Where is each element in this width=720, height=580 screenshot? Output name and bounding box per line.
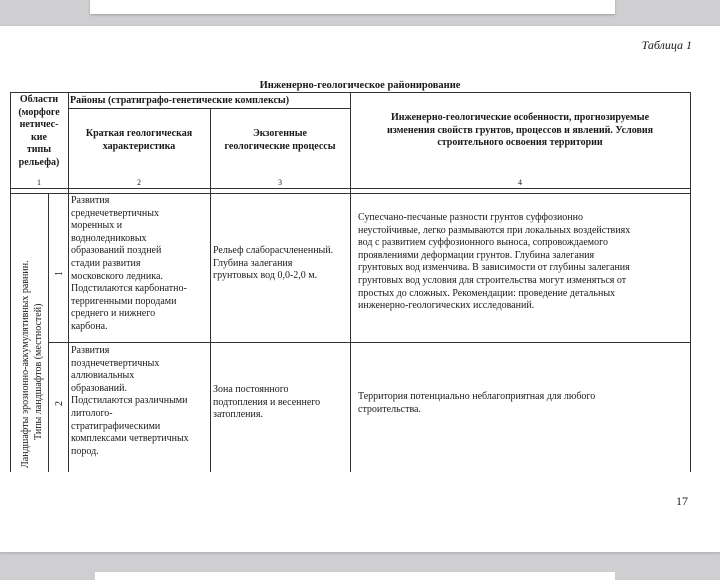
header-col3-line: геологические процессы	[224, 140, 336, 152]
text-line: вод с развитием суффозионного выноса, сопровождаемого	[358, 237, 608, 249]
header-col3	[212, 128, 348, 153]
header-col1-line: рельефа)	[18, 156, 60, 168]
text-line: затопления.	[213, 409, 263, 421]
header-col1-line: кие	[31, 131, 47, 143]
next-page-edge	[95, 572, 615, 580]
text-line: подтопления и весеннего	[213, 396, 321, 408]
text-line: образований.	[71, 382, 128, 394]
text-line: стратиграфическими	[71, 420, 161, 432]
row2-exogenous-processes	[213, 384, 350, 422]
text-line: Территория потенциально неблагоприятная для любого	[358, 391, 596, 402]
row-index-2: 2	[54, 401, 65, 406]
text-line: грунтовых вод условия для строительства могут изменяться от	[358, 274, 627, 286]
header-col1	[11, 94, 67, 170]
text-line: моренных и	[71, 220, 123, 232]
previous-page-edge	[90, 0, 615, 14]
text-line: Подстилаются карбонатно-	[71, 283, 187, 295]
col1-divider	[68, 92, 69, 472]
side-label-landscapes: Ландшафты эрозионно-аккумулятивных равнин.	[20, 260, 31, 468]
text-line: московского ледника.	[71, 270, 163, 282]
header-col4-line: Инженерно-геологические особенности, прогнозируемые	[390, 112, 650, 123]
text-line: терригенными породами	[71, 295, 177, 307]
table-title: Инженерно-геологическое районирование	[259, 80, 461, 91]
text-line: Рельеф слаборасчлененный.	[213, 245, 334, 256]
header-col1-line: (морфоге	[18, 106, 60, 118]
text-line: позднечетвертичных	[71, 357, 160, 369]
text-line: аллювиальных	[71, 370, 135, 382]
text-line: строительства.	[358, 403, 421, 415]
text-line: Супесчано-песчаные разности грунтов суффозионно	[358, 212, 583, 223]
text-line: образований поздней	[71, 245, 162, 257]
header-col2-line: характеристика	[102, 140, 176, 152]
column-number-3: 3	[278, 178, 282, 187]
header-col4-line: изменения свойств грунтов, процессов и явлений. Условия	[386, 124, 654, 136]
row1-exogenous-processes	[213, 245, 350, 283]
text-line: Развития	[71, 345, 110, 356]
regions-divider	[68, 108, 350, 109]
text-line: среднего и нижнего	[71, 308, 156, 320]
header-col1-line: Области	[19, 94, 59, 105]
text-line: пород.	[71, 445, 99, 457]
header-col1-line: типы	[26, 144, 52, 156]
header-col4-line: строительного освоения территории	[437, 137, 603, 149]
text-line: водноледниковых	[71, 232, 147, 244]
text-line: грунтовых вод 0,0-2,0 м.	[213, 270, 318, 282]
text-line: литолого-	[71, 407, 113, 419]
column-number-2: 2	[137, 178, 141, 187]
row2-engineering-features	[358, 391, 690, 416]
side-label-landscape-types: Типы ландшафтов (местностей)	[33, 303, 44, 440]
column-number-1: 1	[37, 178, 41, 187]
text-line: карбона.	[71, 320, 108, 332]
header-col2	[70, 128, 208, 153]
text-line: Глубина залегания	[213, 257, 293, 269]
row2-geology-description	[71, 345, 209, 458]
text-line: Подстилаются различными	[71, 395, 188, 407]
text-line: комплексами четвертичных	[71, 433, 189, 445]
page-number: 17	[676, 494, 688, 508]
header-col1-line: нетичес-	[19, 119, 59, 131]
header-regions: Районы (стратиграфо-генетические комплексы)	[70, 95, 290, 106]
row-index-1: 1	[54, 271, 65, 276]
header-col3-line: Экзогенные	[253, 128, 307, 139]
text-line: Зона постоянного	[213, 384, 289, 395]
text-line: стадии развития	[71, 257, 141, 269]
header-col4	[352, 112, 688, 150]
text-line: инженерно-геологических исследований.	[358, 300, 535, 312]
row1-engineering-features	[358, 212, 690, 313]
text-line: простых до сложных. Рекомендации: проведение детальных	[358, 287, 616, 299]
row-divider	[48, 342, 690, 343]
text-line: проявлениями деформации грунтов. Глубина залегания	[358, 249, 595, 261]
col2-divider	[210, 108, 211, 472]
header-col2-line: Краткая геологическая	[85, 128, 193, 139]
row1-geology-description	[71, 195, 209, 334]
text-line: среднечетвертичных	[71, 207, 160, 219]
table-right-border	[690, 92, 691, 472]
column-number-4: 4	[518, 178, 522, 187]
col3-divider	[350, 92, 351, 472]
text-line: неустойчивые, легко размываются при локальных воздействиях	[358, 224, 631, 236]
text-line: грунтовых вод изменчива. В зависимости от глубины залегания	[358, 262, 630, 274]
text-line: Развития	[71, 195, 110, 206]
table-label: Таблица 1	[641, 38, 692, 52]
index-column-divider	[48, 193, 49, 472]
